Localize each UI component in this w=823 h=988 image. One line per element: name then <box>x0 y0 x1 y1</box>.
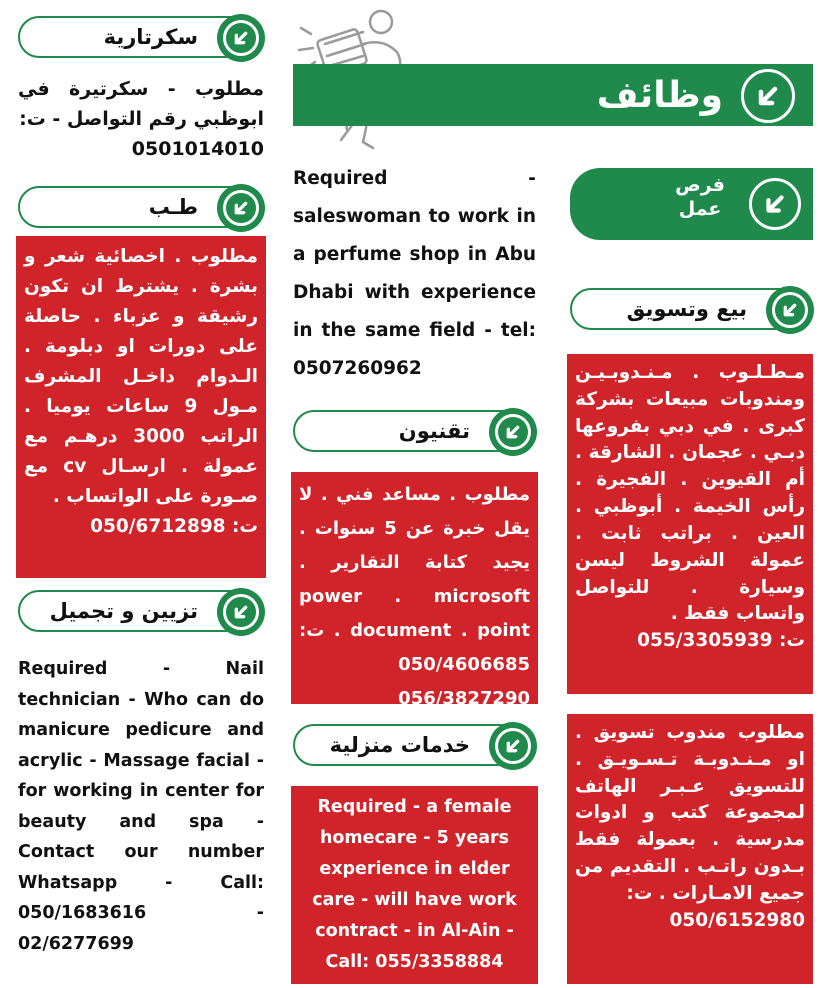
arrow-badge-icon <box>749 178 801 230</box>
ad-phone: Call: 055/3358884 <box>325 952 504 972</box>
ad-text: Required - Nail technician - Who can do manicure pedicure and acrylic - Massage facial - for working in center for beauty and spa - Contact our number Whatsapp - Call: 050/1683616 - 02/6277699 <box>18 659 264 954</box>
ad-medicine-1 <box>16 236 266 578</box>
ad-text: Required - a female homecare - 5 years experience in elder care - will have work contract - in Al-Ain - <box>312 797 517 941</box>
ad-text: مطلوب - سكرتيرة في ابوظبي رقم التواصل - ت: <box>18 78 264 130</box>
arrow-badge-icon <box>217 588 265 636</box>
section-header-tech <box>293 410 536 452</box>
ad-sales-2 <box>567 714 813 984</box>
ad-text: مطلوب . اخصائية شعر و بشرة . يشترط ان تكون رشيقة و عزباء . حاصلة على دورات او دبلومة . الـدوام داخـل المشرف مـول 9 ساعات يوميا . الراتب 3000 درهـم مع عمولة . ارسـال cv مع صـورة على الواتساب . <box>24 246 258 507</box>
arrow-badge-icon <box>741 69 795 123</box>
ad-text: مـطـلـوب . مـنـدوبـيـن ومندوبات مبيعات بشركة كبرى . في دبي بفروعها دبـي . عجمان . الشارقة . أم القيوين . الفجيرة . رأس الخيمة . أبوظبي . العين . براتب ثابت . عمولة الشروط ليسن وسيارة . للتواصل واتساب فقط . <box>575 362 805 625</box>
section-title: سكرتارية <box>103 25 198 49</box>
arrow-badge-icon <box>217 184 265 232</box>
ad-phone: 056/3827290 <box>398 688 530 709</box>
opportunities-line2: عمل <box>678 197 722 220</box>
ad-phone: 050/6152980 <box>669 909 805 931</box>
section-header-sales <box>570 288 813 330</box>
ad-phone: 0501014010 <box>131 138 264 160</box>
arrow-badge-icon <box>217 14 265 62</box>
section-header-beauty <box>18 590 264 632</box>
ad-sales-1 <box>567 354 813 694</box>
arrow-badge-icon <box>766 286 814 334</box>
ad-home-1 <box>291 786 538 984</box>
ad-phone: ت: 050/6712898 <box>90 516 258 537</box>
section-title: تزيين و تجميل <box>49 599 198 623</box>
section-title: طـب <box>148 195 198 219</box>
job-opportunities-tab <box>570 168 813 240</box>
section-title: تقنيون <box>398 419 470 443</box>
arrow-badge-icon <box>489 722 537 770</box>
opportunities-line1: فرص <box>675 174 725 196</box>
section-header-home <box>293 724 536 766</box>
ad-text: مطلوب مندوب تسويق . او مـنـدوبـة تـسـويـق . للتسويق عـبـر الهاتف لمجموعة كتب و ادوات مدرسية . بعمولة فقط بـدون راتـب . التقديم من جميع الامـارات . ت: <box>575 722 805 904</box>
jobs-header <box>293 64 813 126</box>
ad-beauty-1 <box>18 654 264 959</box>
ad-tech-1 <box>291 472 538 709</box>
arrow-badge-icon <box>489 408 537 456</box>
jobs-header-title: وظائف <box>596 74 723 116</box>
ad-saleswoman <box>293 160 536 388</box>
ad-phone: ت: 055/3305939 <box>637 630 805 652</box>
section-header-secretary <box>18 16 264 58</box>
ad-text: مطلوب . مساعد فني . لا يقل خبرة عن 5 سنوات . يجيد كتابة التقارير . power . microsoft document . point . ت: 050/4606685 <box>299 484 530 675</box>
ad-secretary-1 <box>18 74 264 164</box>
section-header-medicine <box>18 186 264 228</box>
ad-phone: 0507260962 <box>293 358 422 379</box>
section-title: خدمات منزلية <box>329 733 470 757</box>
section-title: بيع وتسويق <box>626 297 747 321</box>
ad-text: Required - saleswoman to work in a perfume shop in Abu Dhabi with experience in the same field - tel: <box>293 168 536 341</box>
